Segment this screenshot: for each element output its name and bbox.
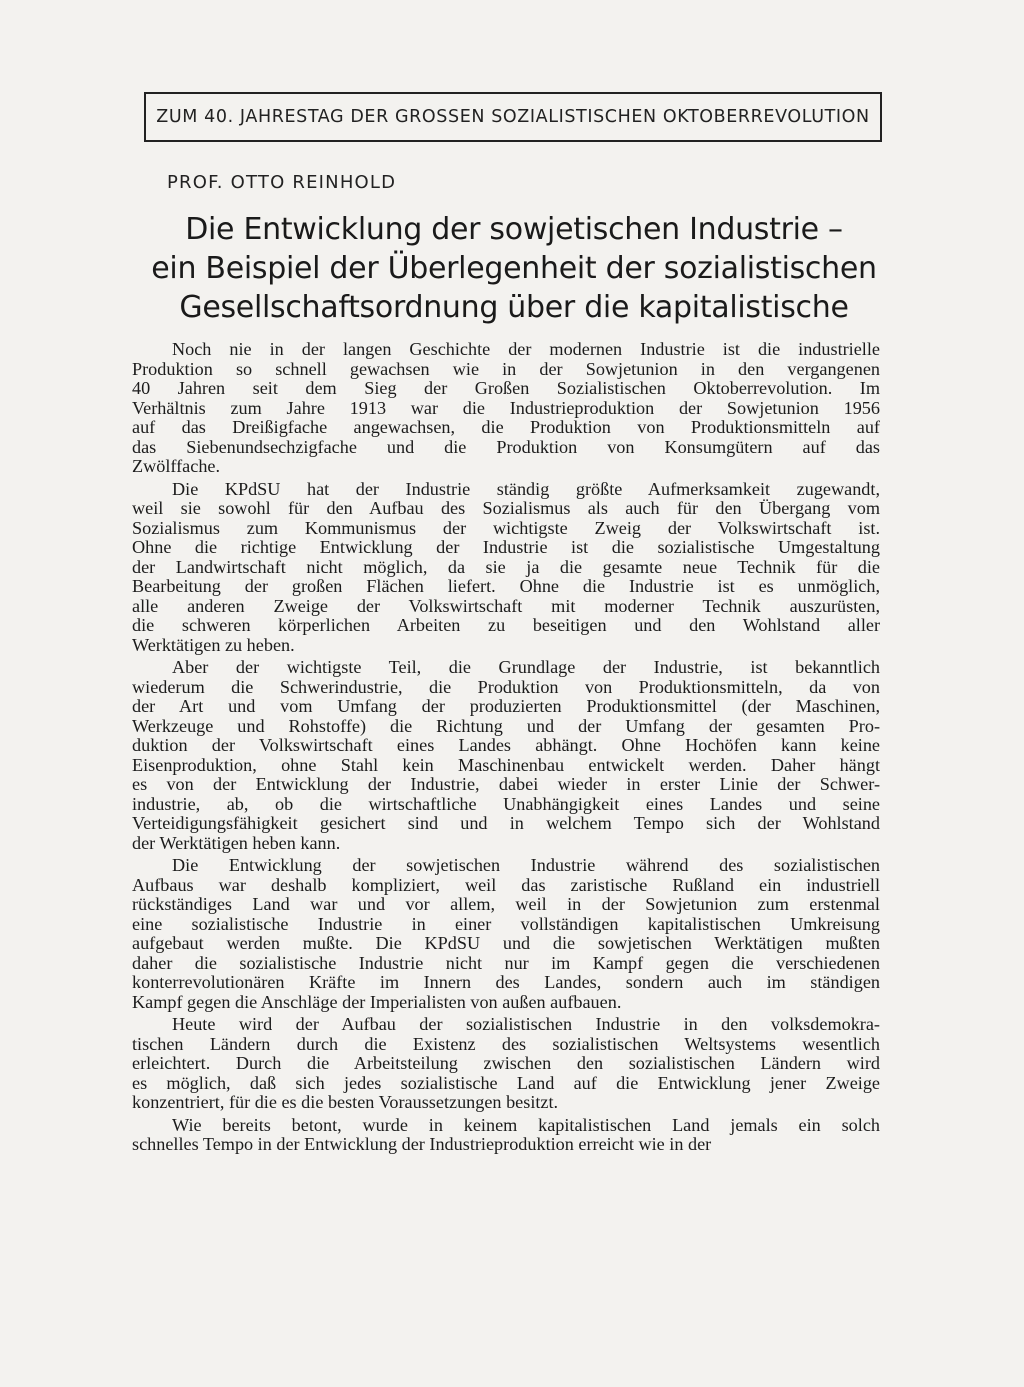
title-line: Gesellschaftsordnung über die kapitalistische xyxy=(179,290,849,325)
text-line: Werkzeuge und Rohstoffe) die Richtung und der Umfang der gesamten Pro- xyxy=(132,715,880,736)
text-line: der Art und vom Umfang der produzierten Produktionsmittel (der Maschinen, xyxy=(132,696,880,716)
text-line: auf das Dreißigfache angewachsen, die Produktion von Produktionsmitteln auf xyxy=(132,417,880,437)
text-line: konzentriert, für die es die besten Voraussetzungen besitzt. xyxy=(132,1092,559,1112)
text-line: Noch nie in der langen Geschichte der modernen Industrie ist die industrielle xyxy=(172,339,880,359)
text-line: der Landwirtschaft nicht möglich, da sie ja die gesamte neue Technik für die xyxy=(132,556,880,577)
text-line: Heute wird der Aufbau der sozialistischen Industrie in den volksdemokra- xyxy=(172,1014,880,1034)
text-line: Sozialismus zum Kommunismus der wichtigste Zweig der Volkswirtschaft ist. xyxy=(132,517,880,538)
text-line: industrie, ab, ob die wirtschaftliche Unabhängigkeit eines Landes und seine xyxy=(132,793,880,814)
text-line: alle anderen Zweige der Volkswirtschaft mit moderner Technik auszurüsten, xyxy=(132,595,880,616)
text-line: konterrevolutionären Kräfte im Innern des Landes, sondern auch im ständigen xyxy=(132,972,880,992)
article-body xyxy=(132,340,880,1158)
text-line: Werktätigen zu heben. xyxy=(132,634,295,655)
paragraph xyxy=(132,480,880,656)
text-line: Aufbaus war deshalb kompliziert, weil das zaristische Rußland ein industriell xyxy=(132,874,880,895)
text-line: die schweren körperlichen Arbeiten zu beseitigen und den Wohlstand aller xyxy=(132,615,880,635)
text-line: Die Entwicklung der sowjetischen Industrie während des sozialistischen xyxy=(172,855,880,875)
text-line: erleichtert. Durch die Arbeitsteilung zwischen den sozialistischen Ländern wird xyxy=(132,1053,880,1073)
text-line: schnelles Tempo in der Entwicklung der Industrieproduktion erreicht wie in der xyxy=(132,1134,712,1154)
title-line: ein Beispiel der Überlegenheit der sozialistischen xyxy=(151,251,877,286)
text-line: Verteidigungsfähigkeit gesichert sind und in welchem Tempo sich der Wohlstand xyxy=(132,813,880,833)
text-line: daher die sozialistische Industrie nicht nur im Kampf gegen die verschiedenen xyxy=(132,952,880,973)
header-banner-frame xyxy=(144,92,882,142)
author-name: PROF. OTTO REINHOLD xyxy=(167,172,397,193)
text-line: Kampf gegen die Anschläge der Imperialisten von außen aufbauen. xyxy=(132,991,622,1012)
text-line: rückständiges Land war und vor allem, weil in der Sowjetunion zum erstenmal xyxy=(132,894,880,914)
text-line: eine sozialistische Industrie in einer vollständigen kapitalistischen Umkreisung xyxy=(132,913,880,934)
text-line: Wie bereits betont, wurde in keinem kapitalistischen Land jemals ein solch xyxy=(172,1114,880,1135)
text-line: der Werktätigen heben kann. xyxy=(132,832,341,853)
paragraph xyxy=(132,658,880,853)
article-title xyxy=(150,210,878,327)
text-line: Bearbeitung der großen Flächen liefert. Ohne die Industrie ist es unmöglich, xyxy=(132,576,880,596)
text-line: tischen Ländern durch die Existenz des sozialistischen Weltsystems wesentlich xyxy=(132,1033,880,1054)
text-line: 40 Jahren seit dem Sieg der Großen Sozialistischen Oktoberrevolution. Im xyxy=(132,378,880,398)
text-line: Aber der wichtigste Teil, die Grundlage der Industrie, ist bekanntlich xyxy=(172,657,880,677)
text-line: weil sie sowohl für den Aufbau des Sozialismus als auch für den Übergang vom xyxy=(132,498,880,518)
text-line: wiederum die Schwerindustrie, die Produktion von Produktionsmitteln, da von xyxy=(132,676,880,697)
paragraph xyxy=(132,340,880,477)
text-line: aufgebaut werden mußte. Die KPdSU und die sowjetischen Werktätigen mußten xyxy=(132,933,880,953)
text-line: das Siebenundsechzigfache und die Produktion von Konsumgütern auf das xyxy=(132,436,880,457)
paragraph xyxy=(132,856,880,1012)
text-line: duktion der Volkswirtschaft eines Landes abhängt. Ohne Hochöfen kann keine xyxy=(132,735,880,755)
title-line: Die Entwicklung der sowjetischen Industrie – xyxy=(185,212,843,247)
paragraph xyxy=(132,1015,880,1113)
paragraph xyxy=(132,1116,880,1155)
text-line: es möglich, daß sich jedes sozialistische Land auf die Entwicklung jener Zweige xyxy=(132,1072,880,1093)
text-line: Eisenproduktion, ohne Stahl kein Maschinenbau entwickelt werden. Daher hängt xyxy=(132,754,880,775)
text-line: Die KPdSU hat der Industrie ständig größte Aufmerksamkeit zugewandt, xyxy=(172,478,880,499)
text-line: Verhältnis zum Jahre 1913 war die Industrieproduktion der Sowjetunion 1956 xyxy=(132,397,880,418)
text-line: es von der Entwicklung der Industrie, dabei wieder in erster Linie der Schwer- xyxy=(132,774,880,794)
text-line: Zwölffache. xyxy=(132,456,221,476)
text-line: Ohne die richtige Entwicklung der Industrie ist die sozialistische Umgestaltung xyxy=(132,537,880,557)
header-banner-text: ZUM 40. JAHRESTAG DER GROSSEN SOZIALISTISCHEN OKTOBERREVOLUTION xyxy=(156,107,870,127)
text-line: Produktion so schnell gewachsen wie in der Sowjetunion in den vergangenen xyxy=(132,358,880,379)
